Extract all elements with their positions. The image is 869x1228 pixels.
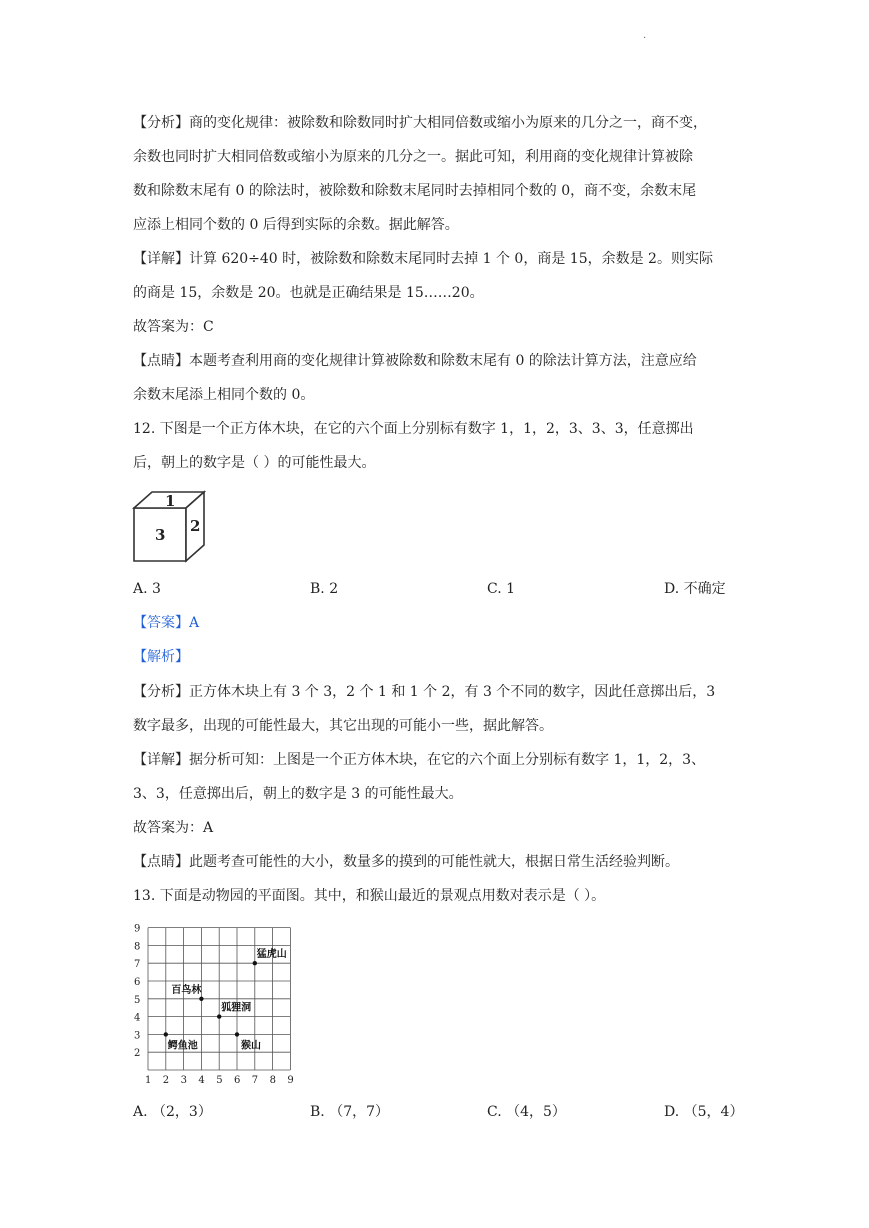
map-point <box>217 1014 221 1018</box>
q11-analysis-line-4: 应添上相同个数的 0 后得到实际的余数。据此解答。 <box>133 217 459 233</box>
map-point-label: 狐狸洞 <box>221 1002 252 1014</box>
zoo-map-chart <box>128 920 300 1088</box>
q12-option-a: A. 3 <box>133 581 161 597</box>
map-point <box>199 997 203 1001</box>
map-point-label: 鳄鱼池 <box>167 1040 198 1052</box>
q13-option-a: A. （2，3） <box>133 1104 212 1120</box>
q12-analysis-line-2: 数字最多，出现的可能性最大，其它出现的可能小一些，据此解答。 <box>133 718 553 734</box>
y-tick-label: 4 <box>134 1012 141 1024</box>
x-tick-label: 1 <box>145 1075 152 1086</box>
map-point <box>253 961 257 965</box>
x-tick-label: 5 <box>216 1075 223 1086</box>
y-tick-label: 3 <box>134 1030 141 1042</box>
map-point <box>164 1032 168 1036</box>
cube-front-number: 3 <box>155 526 166 544</box>
x-tick-label: 9 <box>287 1075 294 1086</box>
x-tick-label: 3 <box>180 1075 187 1086</box>
cube-top-number: 1 <box>165 492 176 510</box>
q11-analysis-line-2: 余数也同时扩大相同倍数或缩小为原来的几分之一。据此可知，利用商的变化规律计算被除 <box>133 149 693 165</box>
q11-detail-line-1: 【详解】计算 620÷40 时，被除数和除数末尾同时去掉 1 个 0，商是 15，余数是 2。则实际 <box>133 251 713 267</box>
cube-side-number: 2 <box>190 517 201 535</box>
q12-detail-line-1: 【详解】据分析可知：上图是一个正方体木块，在它的六个面上分别标有数字 1，1，2，3、 <box>133 752 706 768</box>
y-tick-label: 8 <box>134 941 141 953</box>
y-tick-label: 2 <box>134 1048 141 1060</box>
x-tick-label: 4 <box>198 1075 205 1086</box>
q11-answer-line: 故答案为：C <box>133 319 214 335</box>
y-tick-label: 9 <box>134 923 141 935</box>
x-tick-label: 2 <box>162 1075 170 1086</box>
x-tick-label: 7 <box>251 1075 259 1086</box>
q12-stem-line-2: 后，朝上的数字是（ ）的可能性最大。 <box>133 455 376 471</box>
q12-stem-line-1: 12. 下图是一个正方体木块，在它的六个面上分别标有数字 1，1，2，3、3、3，任意掷出 <box>133 421 694 437</box>
q13-option-c: C. （4，5） <box>487 1104 566 1120</box>
q13-option-d: D. （5，4） <box>664 1104 744 1120</box>
q12-comment-line: 【点睛】此题考查可能性的大小，数量多的摸到的可能性就大，根据日常生活经验判断。 <box>133 854 679 870</box>
x-tick-label: 6 <box>234 1075 241 1086</box>
q13-option-b: B. （7，7） <box>310 1104 390 1120</box>
q13-stem: 13. 下面是动物园的平面图。其中，和猴山最近的景观点用数对表示是（ ）。 <box>133 888 606 904</box>
q11-analysis-line-1: 【分析】商的变化规律：被除数和除数同时扩大相同倍数或缩小为原来的几分之一，商不变， <box>133 115 707 131</box>
y-tick-label: 5 <box>134 994 141 1006</box>
map-point-label: 猛虎山 <box>256 949 287 961</box>
map-point-label: 猴山 <box>241 1040 261 1052</box>
q11-comment-line-2: 余数末尾添上相同个数的 0。 <box>133 387 315 403</box>
page-mark: . <box>643 30 647 41</box>
q11-detail-line-2: 的商是 15，余数是 20。也就是正确结果是 15……20。 <box>133 285 484 301</box>
q12-option-c: C. 1 <box>487 581 516 597</box>
q12-analysis-line-1: 【分析】正方体木块上有 3 个 3，2 个 1 和 1 个 2，有 3 个不同的数字，因此任意掷出后，3 <box>133 684 716 700</box>
q12-option-d: D. 不确定 <box>664 581 726 597</box>
cube-figure <box>130 490 210 565</box>
map-point <box>235 1032 239 1036</box>
q12-answer-tag: 【答案】A <box>133 615 200 631</box>
y-tick-label: 6 <box>134 977 141 988</box>
q12-detail-line-2: 3、3，任意掷出后，朝上的数字是 3 的可能性最大。 <box>133 786 463 802</box>
q11-comment-line-1: 【点睛】本题考查利用商的变化规律计算被除数和除数末尾有 0 的除法计算方法，注意应给 <box>133 353 697 369</box>
q12-option-b: B. 2 <box>310 581 339 597</box>
q12-answer-line: 故答案为：A <box>133 820 214 836</box>
q11-analysis-line-3: 数和除数末尾有 0 的除法时，被除数和除数末尾同时去掉相同个数的 0，商不变，余数末尾 <box>133 183 697 199</box>
q12-analysis-tag: 【解析】 <box>133 649 189 665</box>
y-tick-label: 7 <box>134 959 141 971</box>
x-tick-label: 8 <box>269 1075 276 1086</box>
map-point-label: 百鸟林 <box>171 984 202 996</box>
